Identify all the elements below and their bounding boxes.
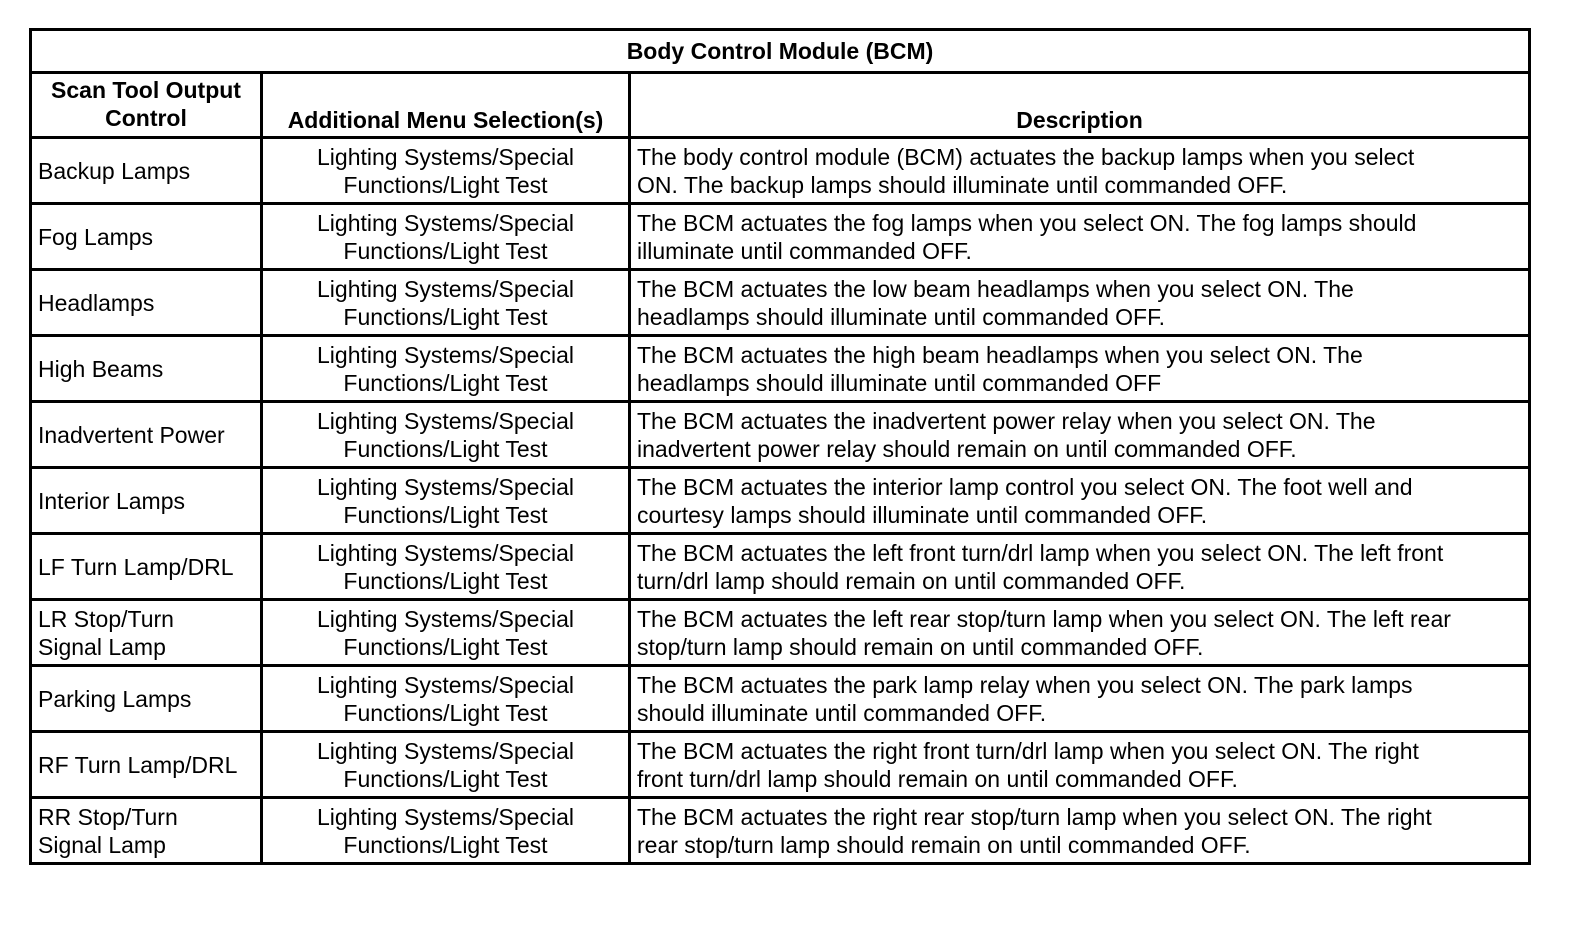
cell-output-control: Backup Lamps [31,138,262,204]
cell-description: The body control module (BCM) actuates the backup lamps when you select ON. The backup lamps should illuminate until commanded OFF. [630,138,1530,204]
cell-description: The BCM actuates the high beam headlamps when you select ON. The headlamps should illuminate until commanded OFF [630,336,1530,402]
cell-menu-selection: Lighting Systems/Special Functions/Light Test [262,336,630,402]
table-row [31,600,1530,666]
table-body [31,138,1530,864]
cell-description: The BCM actuates the low beam headlamps when you select ON. The headlamps should illuminate until commanded OFF. [630,270,1530,336]
table-row [31,534,1530,600]
table-row [31,270,1530,336]
cell-output-control: High Beams [31,336,262,402]
cell-output-control: RR Stop/Turn Signal Lamp [31,798,262,864]
cell-description: The BCM actuates the right front turn/drl lamp when you select ON. The right front turn/drl lamp should remain on until commanded OFF. [630,732,1530,798]
cell-menu-selection: Lighting Systems/Special Functions/Light Test [262,402,630,468]
cell-output-control: LF Turn Lamp/DRL [31,534,262,600]
cell-menu-selection: Lighting Systems/Special Functions/Light Test [262,138,630,204]
cell-menu-selection: Lighting Systems/Special Functions/Light Test [262,270,630,336]
cell-menu-selection: Lighting Systems/Special Functions/Light Test [262,204,630,270]
table-row [31,336,1530,402]
table-row [31,798,1530,864]
cell-menu-selection: Lighting Systems/Special Functions/Light Test [262,600,630,666]
cell-description: The BCM actuates the left rear stop/turn lamp when you select ON. The left rear stop/turn lamp should remain on until commanded OFF. [630,600,1530,666]
cell-description: The BCM actuates the inadvertent power relay when you select ON. The inadvertent power relay should remain on until commanded OFF. [630,402,1530,468]
cell-output-control: Inadvertent Power [31,402,262,468]
cell-menu-selection: Lighting Systems/Special Functions/Light Test [262,732,630,798]
table-row [31,666,1530,732]
table-row [31,204,1530,270]
cell-description: The BCM actuates the right rear stop/turn lamp when you select ON. The right rear stop/turn lamp should remain on until commanded OFF. [630,798,1530,864]
header-menu-selection: Additional Menu Selection(s) [262,73,630,138]
table-row [31,402,1530,468]
cell-output-control: RF Turn Lamp/DRL [31,732,262,798]
cell-menu-selection: Lighting Systems/Special Functions/Light Test [262,798,630,864]
bcm-output-control-table [29,28,1531,865]
cell-description: The BCM actuates the interior lamp control you select ON. The foot well and courtesy lamps should illuminate until commanded OFF. [630,468,1530,534]
cell-menu-selection: Lighting Systems/Special Functions/Light Test [262,534,630,600]
header-output-control: Scan Tool Output Control [31,73,262,138]
cell-menu-selection: Lighting Systems/Special Functions/Light Test [262,468,630,534]
table-row [31,138,1530,204]
cell-description: The BCM actuates the left front turn/drl lamp when you select ON. The left front turn/drl lamp should remain on until commanded OFF. [630,534,1530,600]
table-row [31,732,1530,798]
table-header-row [31,73,1530,138]
cell-description: The BCM actuates the park lamp relay when you select ON. The park lamps should illuminate until commanded OFF. [630,666,1530,732]
cell-output-control: Parking Lamps [31,666,262,732]
cell-description: The BCM actuates the fog lamps when you select ON. The fog lamps should illuminate until commanded OFF. [630,204,1530,270]
cell-menu-selection: Lighting Systems/Special Functions/Light Test [262,666,630,732]
table-title: Body Control Module (BCM) [31,30,1530,73]
cell-output-control: LR Stop/Turn Signal Lamp [31,600,262,666]
cell-output-control: Headlamps [31,270,262,336]
cell-output-control: Fog Lamps [31,204,262,270]
header-description: Description [630,73,1530,138]
table-title-row [31,30,1530,73]
cell-output-control: Interior Lamps [31,468,262,534]
table-row [31,468,1530,534]
